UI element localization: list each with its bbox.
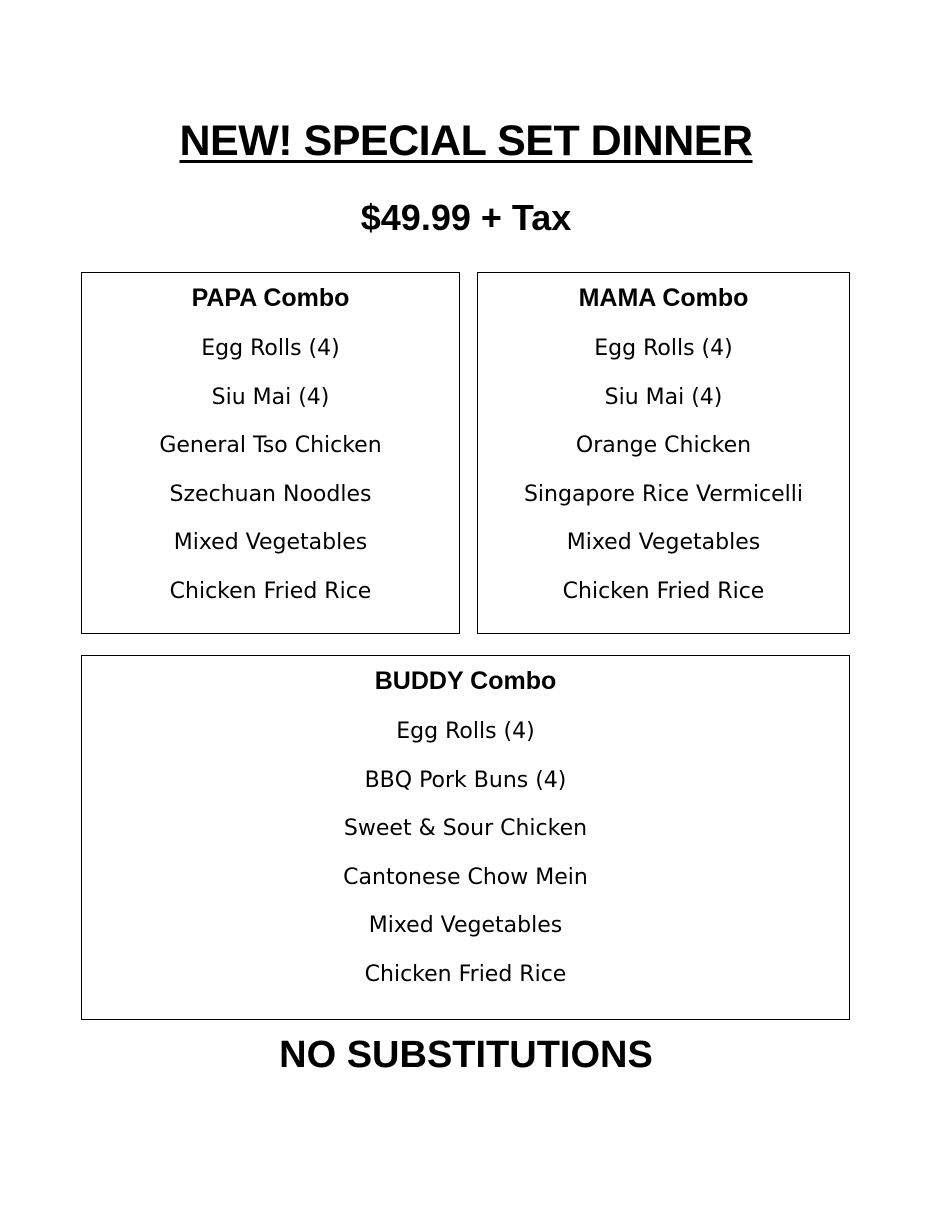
papa-combo-box (81, 272, 460, 634)
no-substitutions-notice: NO SUBSTITUTIONS (279, 1034, 653, 1076)
combo-name: PAPA Combo (191, 284, 350, 312)
combo-item: Siu Mai (4) (604, 384, 723, 410)
combo-item: Mixed Vegetables (566, 530, 761, 555)
buddy-combo-box (81, 655, 850, 1020)
combo-name: BUDDY Combo (374, 667, 557, 695)
combo-item: Chicken Fried Rice (364, 961, 567, 987)
combo-item: Szechuan Noodles (169, 481, 372, 507)
combo-item: General Tso Chicken (159, 433, 382, 458)
combo-item: Mixed Vegetables (173, 530, 368, 555)
menu-price: $49.99 + Tax (360, 197, 572, 238)
combo-item: Singapore Rice Vermicelli (523, 481, 804, 507)
combo-item-list (478, 325, 849, 616)
combo-item: Chicken Fried Rice (169, 578, 372, 604)
combo-item: Chicken Fried Rice (562, 578, 765, 604)
combo-item: Egg Rolls (4) (396, 719, 535, 744)
combo-item: Egg Rolls (4) (594, 336, 733, 361)
combo-item-list (82, 708, 849, 999)
combo-item: Egg Rolls (4) (201, 336, 340, 361)
combo-item: Siu Mai (4) (211, 384, 330, 410)
combo-item: Sweet & Sour Chicken (343, 816, 588, 841)
mama-combo-box (477, 272, 850, 634)
combo-name: MAMA Combo (578, 284, 749, 312)
menu-title: NEW! SPECIAL SET DINNER (179, 117, 753, 165)
combo-item: Cantonese Chow Mein (343, 864, 588, 890)
combo-item: Mixed Vegetables (368, 913, 563, 938)
combo-item-list (82, 325, 459, 616)
combo-item: BBQ Pork Buns (4) (364, 767, 567, 793)
combo-item: Orange Chicken (575, 433, 752, 458)
